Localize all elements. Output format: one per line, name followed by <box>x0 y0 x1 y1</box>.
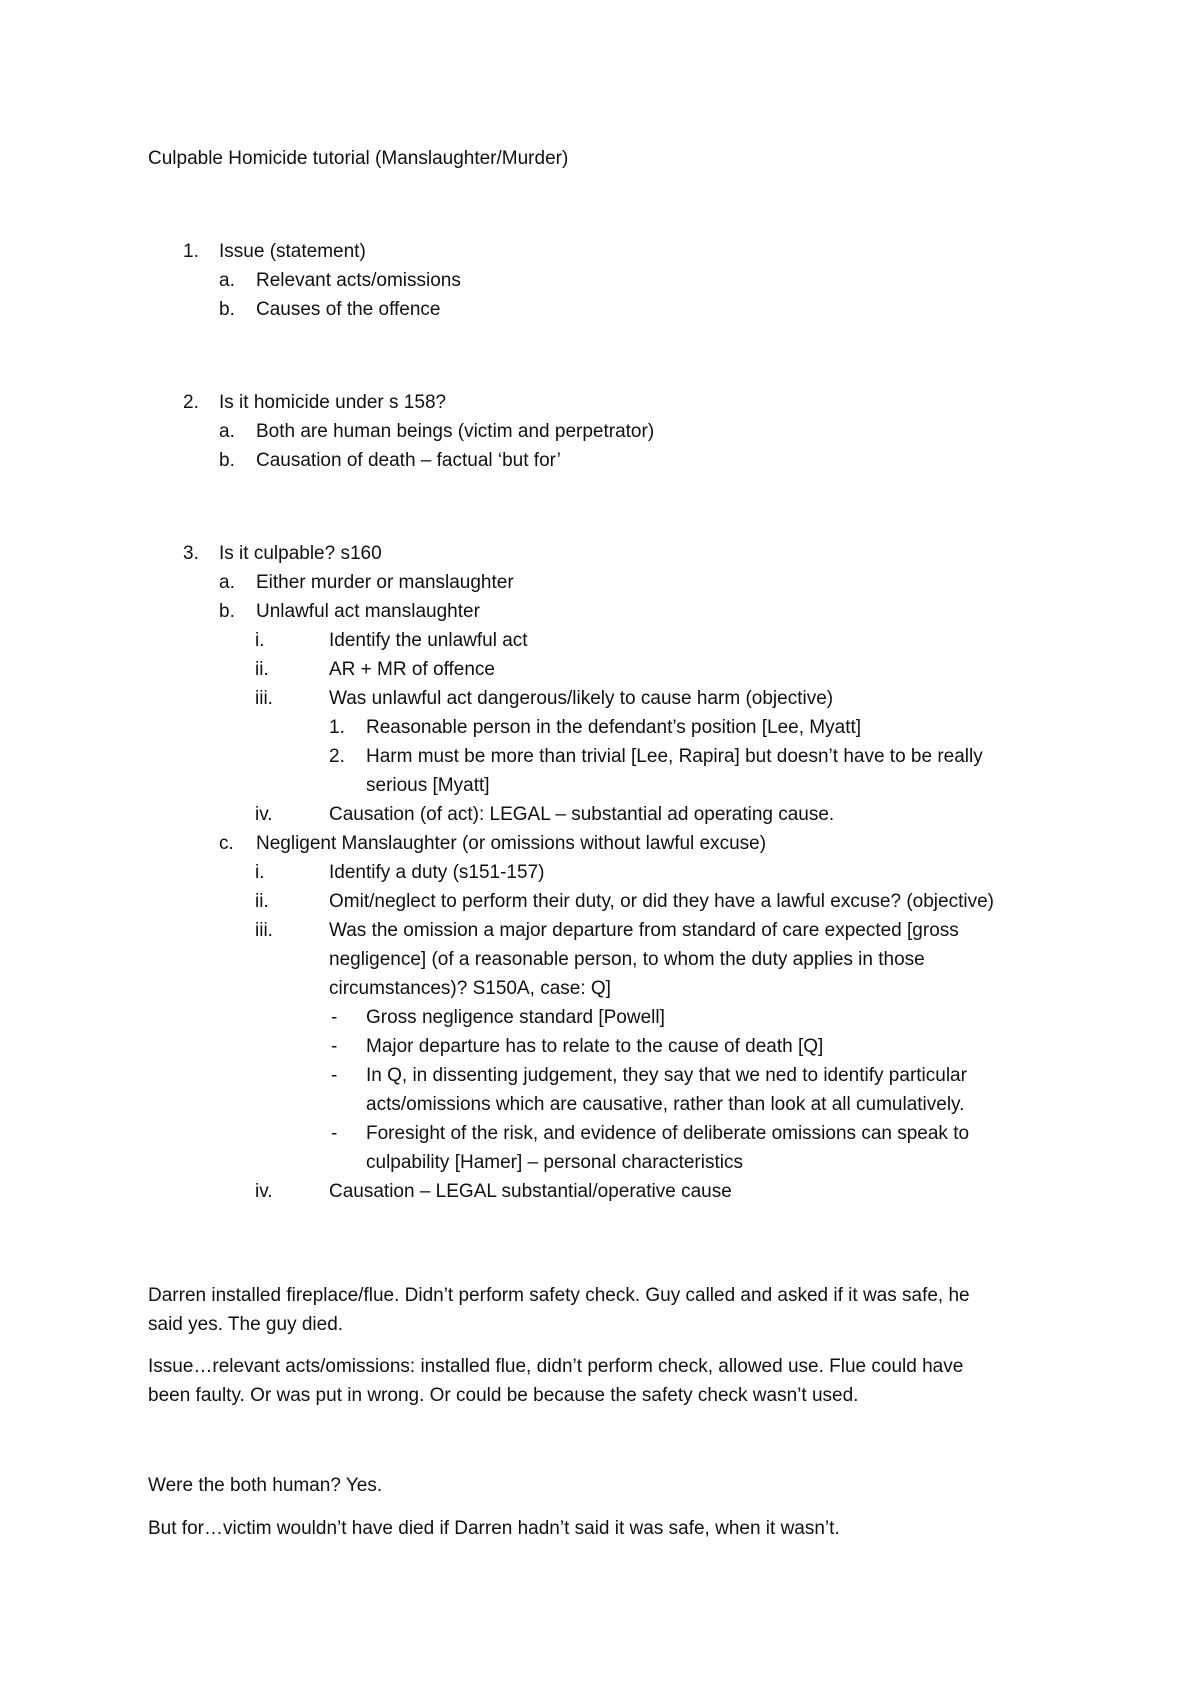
point-marker: 2. <box>329 746 345 767</box>
point-text: Harm must be more than trivial [Lee, Rapira] but doesn’t have to be really <box>366 746 983 767</box>
list-item: Causation of death – factual ‘but for’ <box>256 450 561 471</box>
section-heading: Is it culpable? s160 <box>219 543 382 564</box>
subitem-marker: ii. <box>255 659 269 680</box>
list-item: Either murder or manslaughter <box>256 572 514 593</box>
bullet-text: culpability [Hamer] – personal characteristics <box>366 1152 743 1173</box>
subitem-marker: iii. <box>255 688 273 709</box>
section-number: 3. <box>183 543 199 564</box>
list-item: Both are human beings (victim and perpetrator) <box>256 421 655 442</box>
point-text: serious [Myatt] <box>366 775 490 796</box>
subitem-marker: iv. <box>255 804 273 825</box>
bullet-text: Foresight of the risk, and evidence of deliberate omissions can speak to <box>366 1123 970 1144</box>
paragraph-line: Issue…relevant acts/omissions: installed flue, didn’t perform check, allowed use. Flue could have <box>148 1356 964 1377</box>
list-item: Relevant acts/omissions <box>256 270 461 291</box>
subitem-marker: iii. <box>255 920 273 941</box>
item-marker: b. <box>219 601 235 622</box>
item-marker: a. <box>219 572 235 593</box>
bullet-marker: - <box>331 1065 338 1086</box>
subitem-text: Was the omission a major departure from standard of care expected [gross <box>329 920 959 941</box>
subitem-text: Identify the unlawful act <box>329 630 528 651</box>
paragraph-line: said yes. The guy died. <box>148 1314 344 1335</box>
list-item: Unlawful act manslaughter <box>256 601 480 622</box>
item-marker: a. <box>219 270 235 291</box>
paragraph-line: been faulty. Or was put in wrong. Or could be because the safety check wasn’t used. <box>148 1385 859 1406</box>
section-number: 2. <box>183 392 199 413</box>
item-marker: c. <box>219 833 234 854</box>
document-title: Culpable Homicide tutorial (Manslaughter/Murder) <box>148 148 569 169</box>
subitem-marker: ii. <box>255 891 269 912</box>
subitem-text: Causation – LEGAL substantial/operative cause <box>329 1181 732 1202</box>
bullet-text: acts/omissions which are causative, rather than look at all cumulatively. <box>366 1094 965 1115</box>
bullet-text: In Q, in dissenting judgement, they say that we ned to identify particular <box>366 1065 967 1086</box>
paragraph-line: Were the both human? Yes. <box>148 1475 383 1496</box>
subitem-text: Identify a duty (s151-157) <box>329 862 545 883</box>
list-item: Causes of the offence <box>256 299 441 320</box>
point-text: Reasonable person in the defendant’s position [Lee, Myatt] <box>366 717 862 738</box>
subitem-text: Causation (of act): LEGAL – substantial ad operating cause. <box>329 804 835 825</box>
section-number: 1. <box>183 241 199 262</box>
item-marker: b. <box>219 299 235 320</box>
subitem-text: circumstances)? S150A, case: Q] <box>329 978 611 999</box>
item-marker: b. <box>219 450 235 471</box>
paragraph-line: But for…victim wouldn’t have died if Darren hadn’t said it was safe, when it wasn’t. <box>148 1518 840 1539</box>
subitem-marker: i. <box>255 630 265 651</box>
subitem-marker: iv. <box>255 1181 273 1202</box>
subitem-text: negligence] (of a reasonable person, to whom the duty applies in those <box>329 949 925 970</box>
bullet-text: Gross negligence standard [Powell] <box>366 1007 665 1028</box>
item-marker: a. <box>219 421 235 442</box>
section-heading: Is it homicide under s 158? <box>219 392 447 413</box>
subitem-text: Omit/neglect to perform their duty, or did they have a lawful excuse? (objective) <box>329 891 994 912</box>
subitem-text: Was unlawful act dangerous/likely to cause harm (objective) <box>329 688 834 709</box>
bullet-text: Major departure has to relate to the cause of death [Q] <box>366 1036 824 1057</box>
paragraph-line: Darren installed fireplace/flue. Didn’t perform safety check. Guy called and asked if it was safe, he <box>148 1285 970 1306</box>
bullet-marker: - <box>331 1123 338 1144</box>
subitem-text: AR + MR of offence <box>329 659 495 680</box>
bullet-marker: - <box>331 1007 338 1028</box>
list-item: Negligent Manslaughter (or omissions without lawful excuse) <box>256 833 767 854</box>
subitem-marker: i. <box>255 862 265 883</box>
bullet-marker: - <box>331 1036 338 1057</box>
section-heading: Issue (statement) <box>219 241 366 262</box>
point-marker: 1. <box>329 717 345 738</box>
